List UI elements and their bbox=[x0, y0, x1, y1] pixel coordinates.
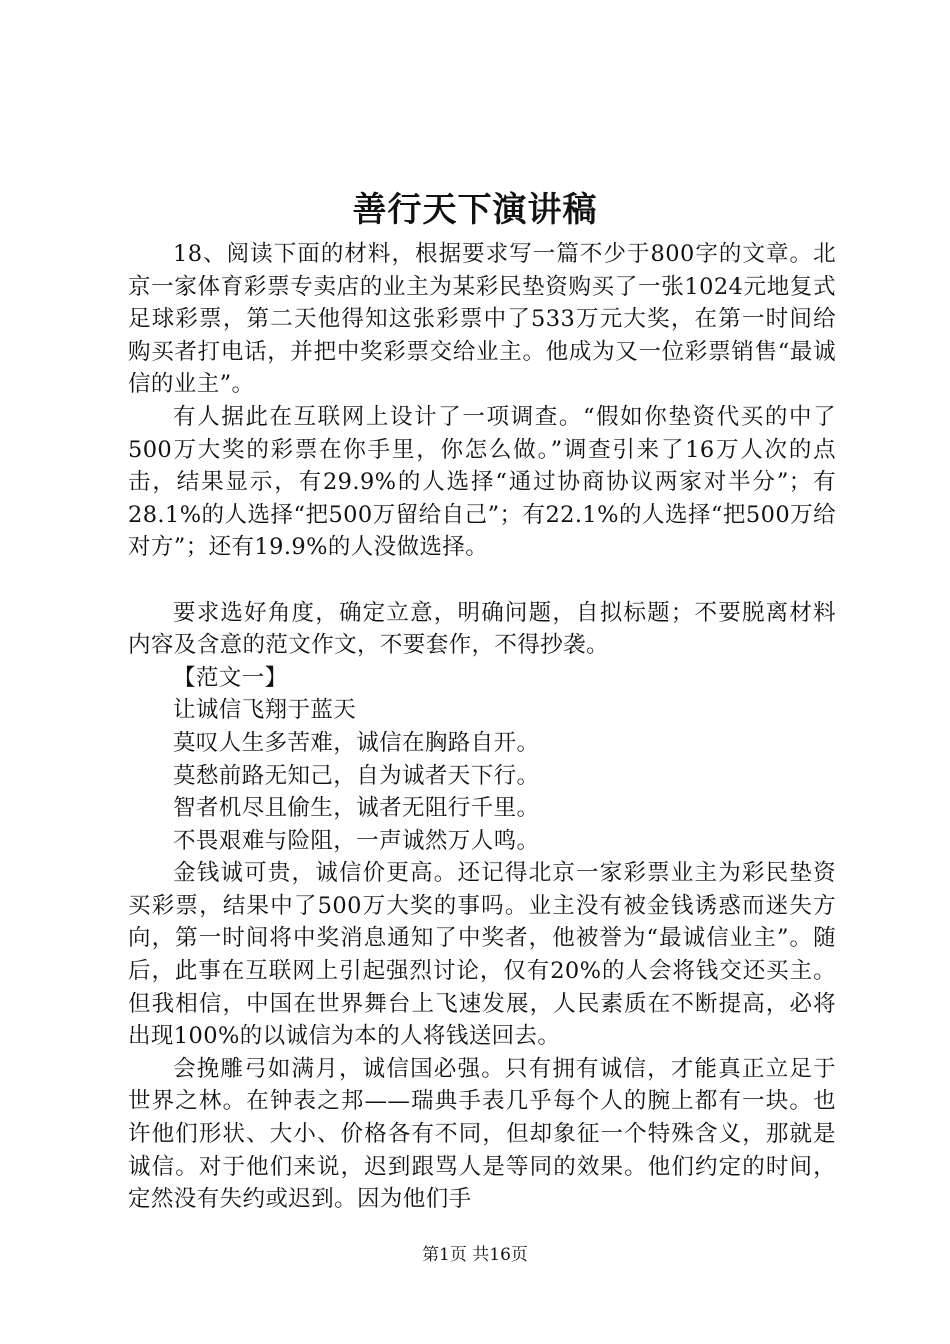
essay-title: 让诚信飞翔于蓝天 bbox=[173, 697, 357, 724]
page-number-footer: 第1页 共16页 bbox=[422, 1245, 528, 1265]
paragraph-prompt: 18、阅读下面的材料，根据要求写一篇不少于800字的文章。北京一家体育彩票专卖店的业主为某彩民垫资购买了一张1024元地复式足球彩票，第二天他得知这张彩票中了533万元大奖，在第一时间给购买者打电话，并把中奖彩票交给业主。他成为又一位彩票销售“最诚信的业主”。 bbox=[128, 241, 836, 398]
section-heading: 【范文一】 bbox=[173, 664, 288, 691]
paragraph-survey: 有人据此在互联网上设计了一项调查。“假如你垫资代买的中了500万大奖的彩票在你手里，你怎么做。”调查引来了16万人次的点击，结果显示，有29.9%的人选择“通过协商协议两家对半分”；有28.1%的人选择“把500万留给自己”；有22.1%的人选择“把500万给对方”；还有19.9%的人没做选择。 bbox=[128, 403, 836, 561]
essay-paragraph: 金钱诚可贵，诚信价更高。还记得北京一家彩票业主为彩民垫资买彩票，结果中了500万大奖的事吗。业主没有被金钱诱惑而迷失方向，第一时间将中奖消息通知了中奖者，他被誉为“最诚信业主”。随后，此事在互联网上引起强烈讨论，仅有20%的人会将钱交还买主。但我相信，中国在世界舞台上飞速发展，人民素质在不断提高，必将出现100%的以诚信为本的人将钱送回去。 bbox=[128, 860, 836, 1050]
document-title: 善行天下演讲稿 bbox=[352, 190, 598, 230]
document-body bbox=[128, 238, 836, 1216]
poem-line: 莫叹人生多苦难，诚信在胸路自开。 bbox=[173, 729, 540, 756]
poem-line: 莫愁前路无知己，自为诚者天下行。 bbox=[173, 762, 540, 789]
paragraph-requirements: 要求选好角度，确定立意，明确问题，自拟标题；不要脱离材料内容及含意的范文作文，不要套作，不得抄袭。 bbox=[128, 599, 836, 659]
essay-paragraph: 会挽雕弓如满月，诚信国必强。只有拥有诚信，才能真正立足于世界之林。在钟表之邦——瑞典手表几乎每个人的腕上都有一块。也许他们形状、大小、价格各有不同，但却象征一个特殊含义，那就是诚信。对于他们来说，迟到跟骂人是等同的效果。他们约定的时间，定然没有失约或迟到。因为他们手 bbox=[128, 1055, 836, 1213]
poem-line: 智者机尽且偷生，诚者无阻行千里。 bbox=[173, 795, 540, 822]
poem-line: 不畏艰难与险阻，一声诚然万人鸣。 bbox=[173, 827, 540, 854]
